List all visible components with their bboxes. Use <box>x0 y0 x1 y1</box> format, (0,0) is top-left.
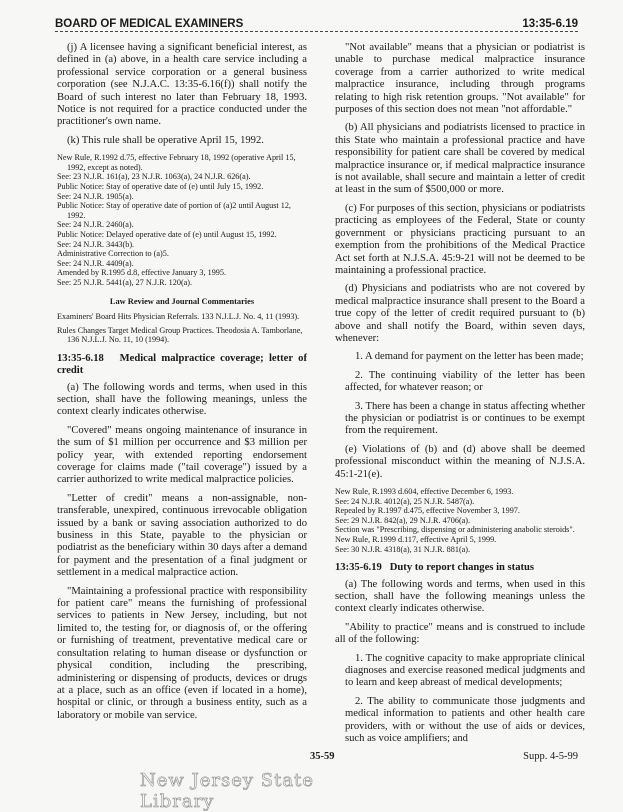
para-e-618: (e) Violations of (b) and (d) above shall be deemed professional misconduct within the meaning of N.J.S.A. 45:1-21(e). <box>335 443 585 480</box>
d-item-3: 3. There has been a change in status affecting whether the physician or podiatrist is or continues to be exempt from the requirement. <box>345 400 585 437</box>
history-line: See: 24 N.J.R. 1905(a). <box>57 191 134 201</box>
history-line: Amended by R.1995 d.8, effective January 3, 1995. <box>57 268 227 278</box>
para-b-618: (b) All physicians and podiatrists licensed to practice in this State who maintain a professional practice and have responsibility for patient care shall be covered by medical malpractice insurance or, if medical malpractice insurance is not available, shall secure and maintain a letter of credit at least in the sum of $500,000 or more. <box>335 122 585 196</box>
history-line: See: 30 N.J.R. 4318(a), 31 N.J.R. 881(a). <box>335 544 471 554</box>
header-rule <box>55 31 578 32</box>
section-heading-618 <box>57 353 307 378</box>
para-k: (k) This rule shall be operative April 15, 1992. <box>67 134 264 146</box>
para-a-618: (a) The following words and terms, when used in this section, shall have the following meanings, unless the context clearly indicates otherwise. <box>57 381 307 418</box>
def-ability-to-practice: "Ability to practice" means and is construed to include all of the following: <box>335 621 585 646</box>
history-line: See: 25 N.J.R. 5441(a), 27 N.J.R. 120(a). <box>57 277 193 287</box>
para-c-618: (c) For purposes of this section, physicians or podiatrists practicing as employees of the Federal, State or county government or physicians practicing pursuant to an exemption from the prohibitions of the Medical Practice Act set forth at N.J.S.A. 45:9-21 will not be deemed to be maintaining a professional practice. <box>335 202 585 276</box>
history-notes-618 <box>57 153 307 287</box>
section-number: 13:35-6.18 <box>57 352 104 364</box>
supplement-date: Supp. 4-5-99 <box>523 751 578 762</box>
history-line: See: 29 N.J.R. 842(a), 29 N.J.R. 4706(a). <box>335 515 471 525</box>
history-line: Public Notice: Stay of operative date of (e) until July 15, 1992. <box>57 182 264 192</box>
def-not-available: "Not available" means that a physician or podiatrist is unable to purchase medical malpractice insurance coverage from a carrier authorized to write medical malpractice insurance, including through programs relating to high risk retention groups. "Not available" for purposes of this section does not mean "not affordable." <box>335 42 585 116</box>
section-number: 13:35-6.19 <box>335 562 382 574</box>
history-line: New Rule, R.1999 d.117, effective April 5, 1999. <box>335 534 497 544</box>
def-maintaining-practice: "Maintaining a professional practice with responsibility for patient care" means the furnishing of professional services to patients in New Jersey, including, but not limited to, the testing for, or diagnosis of, or the offering or furnishing of treatment, preventative medical care or consultation relating to human disease or dysfunction or physical condition, including the prescribing, administering or dispensing of products, devices or drugs at a place, such as an office (even if located in a home), hospital or clinic, or through a business entity, such as a laboratory or mobile van service. <box>57 585 307 721</box>
history-line: See: 24 N.J.R. 4409(a). <box>57 258 134 268</box>
header-right: 13:35-6.19 <box>522 18 578 30</box>
page-footer <box>55 751 578 765</box>
ability-item-2: 2. The ability to communicate those judgments and medical information to patients and other health care providers, with or without the use of aids or devices, such as voice amplifiers; and <box>345 695 585 745</box>
library-watermark: New Jersey State Library <box>140 770 314 812</box>
para-d-618: (d) Physicians and podiatrists who are not covered by medical malpractice insurance shall present to the Board a true copy of the letter of credit required pursuant to (b) above and shall notify the Board, within seven days, whenever: <box>335 283 585 344</box>
law-review-list <box>57 312 307 345</box>
def-letter-of-credit: "Letter of credit" means a non-assignable, non-transferable, unexpired, continuous irrevocable obligation issued by a bank or saving association authorized to do business in this State, payable to the physician or podiatrist as the beneficiary within 30 days after a demand for payment and the presentation of a final judgment or settlement in a medical malpractice action. <box>57 492 307 579</box>
history-line: See: 24 N.J.R. 3443(b). <box>57 239 135 249</box>
running-header <box>55 14 578 30</box>
header-left: BOARD OF MEDICAL EXAMINERS <box>55 18 244 30</box>
history-line: See: 23 N.J.R. 161(a), 23 N.J.R. 1063(a), 24 N.J.R. 626(a). <box>57 172 251 182</box>
history-line: See: 24 N.J.R. 2460(a). <box>57 220 134 230</box>
def-covered: "Covered" means ongoing maintenance of insurance in the sum of $1 million per occurrence and $3 million per policy year, with extended reporting endorsement coverage for claims made ("tail coverage") issued by a carrier authorized to write medical malpractice policies. <box>57 424 307 486</box>
law-review-item: Rules Changes Target Medical Group Practices. Theodosia A. Tamborlane, 136 N.J.L.J. No. 11, 10 (1994). <box>57 325 303 345</box>
history-line: New Rule, R.1993 d.604, effective December 6, 1993. <box>335 487 514 496</box>
history-notes-619 <box>335 487 585 554</box>
history-line: Administrative Correction to (a)5. <box>57 249 169 259</box>
section-title: Medical malpractice coverage; letter of credit <box>57 352 307 377</box>
right-column <box>335 42 585 751</box>
para-a-619: (a) The following words and terms, when used in this section, shall have the following meanings unless the context clearly indicates otherwise. <box>335 578 585 615</box>
section-heading-619 <box>335 562 585 574</box>
ability-item-1: 1. The cognitive capacity to make appropriate clinical diagnoses and exercise reasoned medical judgments and to learn and keep abreast of medical developments; <box>345 652 585 689</box>
d-item-1: 1. A demand for payment on the letter has been made; <box>355 351 584 363</box>
history-line: Section was "Prescribing, dispensing or administering anabolic steroids". <box>335 525 575 535</box>
left-column <box>57 42 307 728</box>
history-line: Public Notice: Stay of operative date of portion of (a)2 until August 12, 1992. <box>57 201 291 220</box>
d-item-2: 2. The continuing viability of the letter has been affected, for whatever reason; or <box>345 369 585 394</box>
page-number: 35-59 <box>310 751 335 762</box>
history-line: Repealed by R.1997 d.475, effective November 3, 1997. <box>335 506 520 516</box>
history-line: New Rule, R.1992 d.75, effective February 18, 1992 (operative April 15, 1992, except as noted). <box>57 153 296 172</box>
para-j: (j) A licensee having a significant beneficial interest, as defined in (a) above, in a health care service including a professional service corporation or a general business corporation (see N.J.A.C. 13:35-6.16(f)) shall notify the Board of such interest no later than February 18, 1993. Notice is not required for a practice conducted under the practitioner's own name. <box>57 42 307 128</box>
section-title: Duty to report changes in status <box>389 562 535 574</box>
law-review-item: Examiners' Board Hits Physician Referrals. 133 N.J.L.J. No. 4, 11 (1993). <box>57 311 300 321</box>
law-review-heading: Law Review and Journal Commentaries <box>109 296 255 306</box>
history-line: Public Notice: Delayed operative date of (e) until August 15, 1992. <box>57 230 277 239</box>
history-line: See: 24 N.J.R. 4012(a), 25 N.J.R. 5487(a). <box>335 496 475 506</box>
